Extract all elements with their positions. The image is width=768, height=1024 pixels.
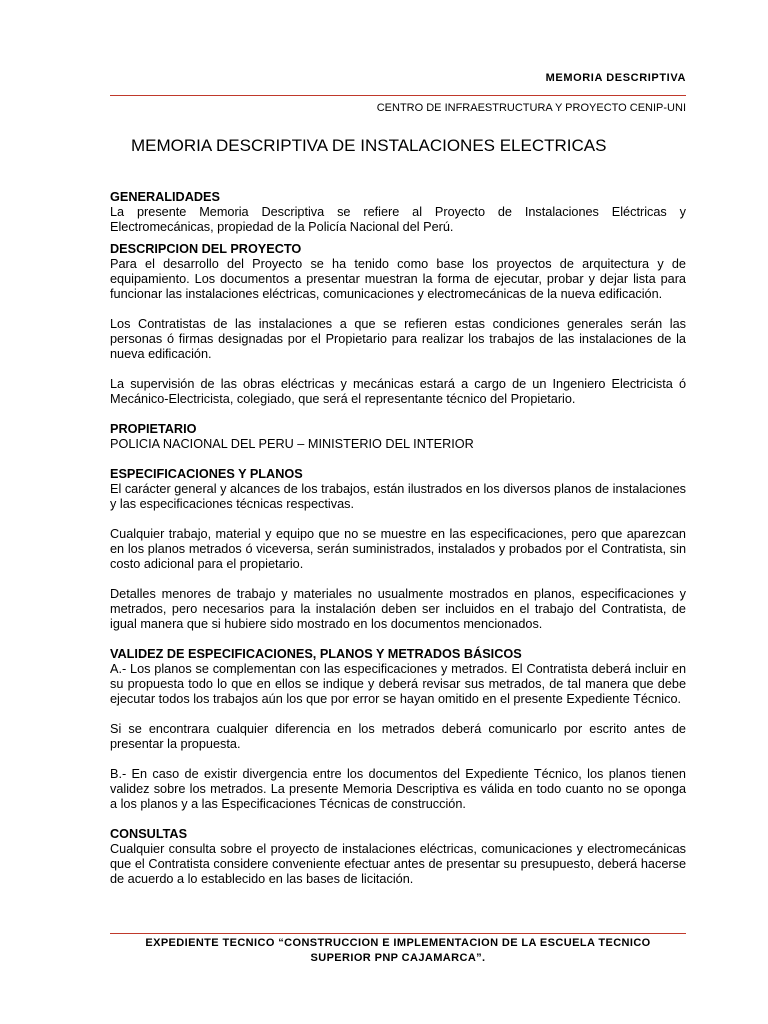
section-heading: CONSULTAS <box>110 827 188 841</box>
paragraph: B.- En caso de existir divergencia entre los documentos del Expediente Técnico, los planos tienen validez sobre los metrados. La presente Memoria Descriptiva es válida en todo cuanto no se oponga a los planos y a las Especificaciones Técnicas de construcción. <box>110 767 686 811</box>
header-divider <box>110 95 686 96</box>
section-heading: PROPIETARIO <box>110 422 197 436</box>
header-subtitle: CENTRO DE INFRAESTRUCTURA Y PROYECTO CENIP-UNI <box>376 102 686 114</box>
section-descripcion-proyecto <box>110 242 686 407</box>
document-body <box>110 190 686 887</box>
document-title: MEMORIA DESCRIPTIVA DE INSTALACIONES ELECTRICAS <box>131 136 607 155</box>
section-heading: VALIDEZ DE ESPECIFICACIONES, PLANOS Y METRADOS BÁSICOS <box>110 647 522 661</box>
paragraph: El carácter general y alcances de los trabajos, están ilustrados en los diversos planos de instalaciones y las especificaciones técnicas respectivas. <box>110 482 686 511</box>
paragraph: Para el desarrollo del Proyecto se ha tenido como base los proyectos de arquitectura y de equipamiento. Los documentos a presentar muestran la forma de ejecutar, probar y dejar lista para funcionar las instalaciones eléctricas, comunicaciones y electromecánicas de la nueva edificación. <box>110 257 686 301</box>
footer-divider <box>110 933 686 934</box>
paragraph: La presente Memoria Descriptiva se refiere al Proyecto de Instalaciones Eléctricas y Electromecánicas, propiedad de la Policía Nacional del Perú. <box>110 205 686 234</box>
footer-text <box>110 936 686 966</box>
paragraph: A.- Los planos se complementan con las especificaciones y metrados. El Contratista deberá incluir en su propuesta todo lo que en ellos se indique y deberá revisar sus metrados, de tal manera que debe ejecutar todos los trabajos aún los que por error se hayan omitido en el presente Expediente Técnico. <box>110 662 686 706</box>
section-validez <box>110 647 686 812</box>
header-title: MEMORIA DESCRIPTIVA <box>545 72 686 84</box>
paragraph: La supervisión de las obras eléctricas y mecánicas estará a cargo de un Ingeniero Electricista ó Mecánico-Electricista, colegiado, que será el representante técnico del Propietario. <box>110 377 686 406</box>
footer-line-1: EXPEDIENTE TECNICO “CONSTRUCCION E IMPLEMENTACION DE LA ESCUELA TECNICO <box>145 937 651 949</box>
section-generalidades <box>110 190 686 235</box>
paragraph: Cualquier trabajo, material y equipo que no se muestre en las especificaciones, pero que aparezcan en los planos metrados ó viceversa, serán suministrados, instalados y probados por el Contratista, sin costo adicional para el propietario. <box>110 527 686 571</box>
section-heading: DESCRIPCION DEL PROYECTO <box>110 242 302 256</box>
section-heading: GENERALIDADES <box>110 190 220 204</box>
section-propietario <box>110 422 686 452</box>
paragraph: Detalles menores de trabajo y materiales no usualmente mostrados en planos, especificaciones y metrados, pero necesarios para la instalación deben ser incluidos en el trabajo del Contratista, de igual manera que si hubiere sido mostrado en los documentos mencionados. <box>110 587 686 631</box>
paragraph: Si se encontrara cualquier diferencia en los metrados deberá comunicarlo por escrito antes de presentar la propuesta. <box>110 722 686 751</box>
paragraph: Cualquier consulta sobre el proyecto de instalaciones eléctricas, comunicaciones y electromecánicas que el Contratista considere conveniente efectuar antes de presentar su presupuesto, deberá hacerse de acuerdo a lo establecido en las bases de licitación. <box>110 842 686 886</box>
section-consultas <box>110 827 686 887</box>
footer-line-2: SUPERIOR PNP CAJAMARCA”. <box>310 952 486 964</box>
section-especificaciones-planos <box>110 467 686 632</box>
section-heading: ESPECIFICACIONES Y PLANOS <box>110 467 303 481</box>
paragraph: POLICIA NACIONAL DEL PERU – MINISTERIO DEL INTERIOR <box>110 437 474 451</box>
paragraph: Los Contratistas de las instalaciones a que se refieren estas condiciones generales serán las personas ó firmas designadas por el Propietario para realizar los trabajos de las instalaciones de la nueva edificación. <box>110 317 686 361</box>
